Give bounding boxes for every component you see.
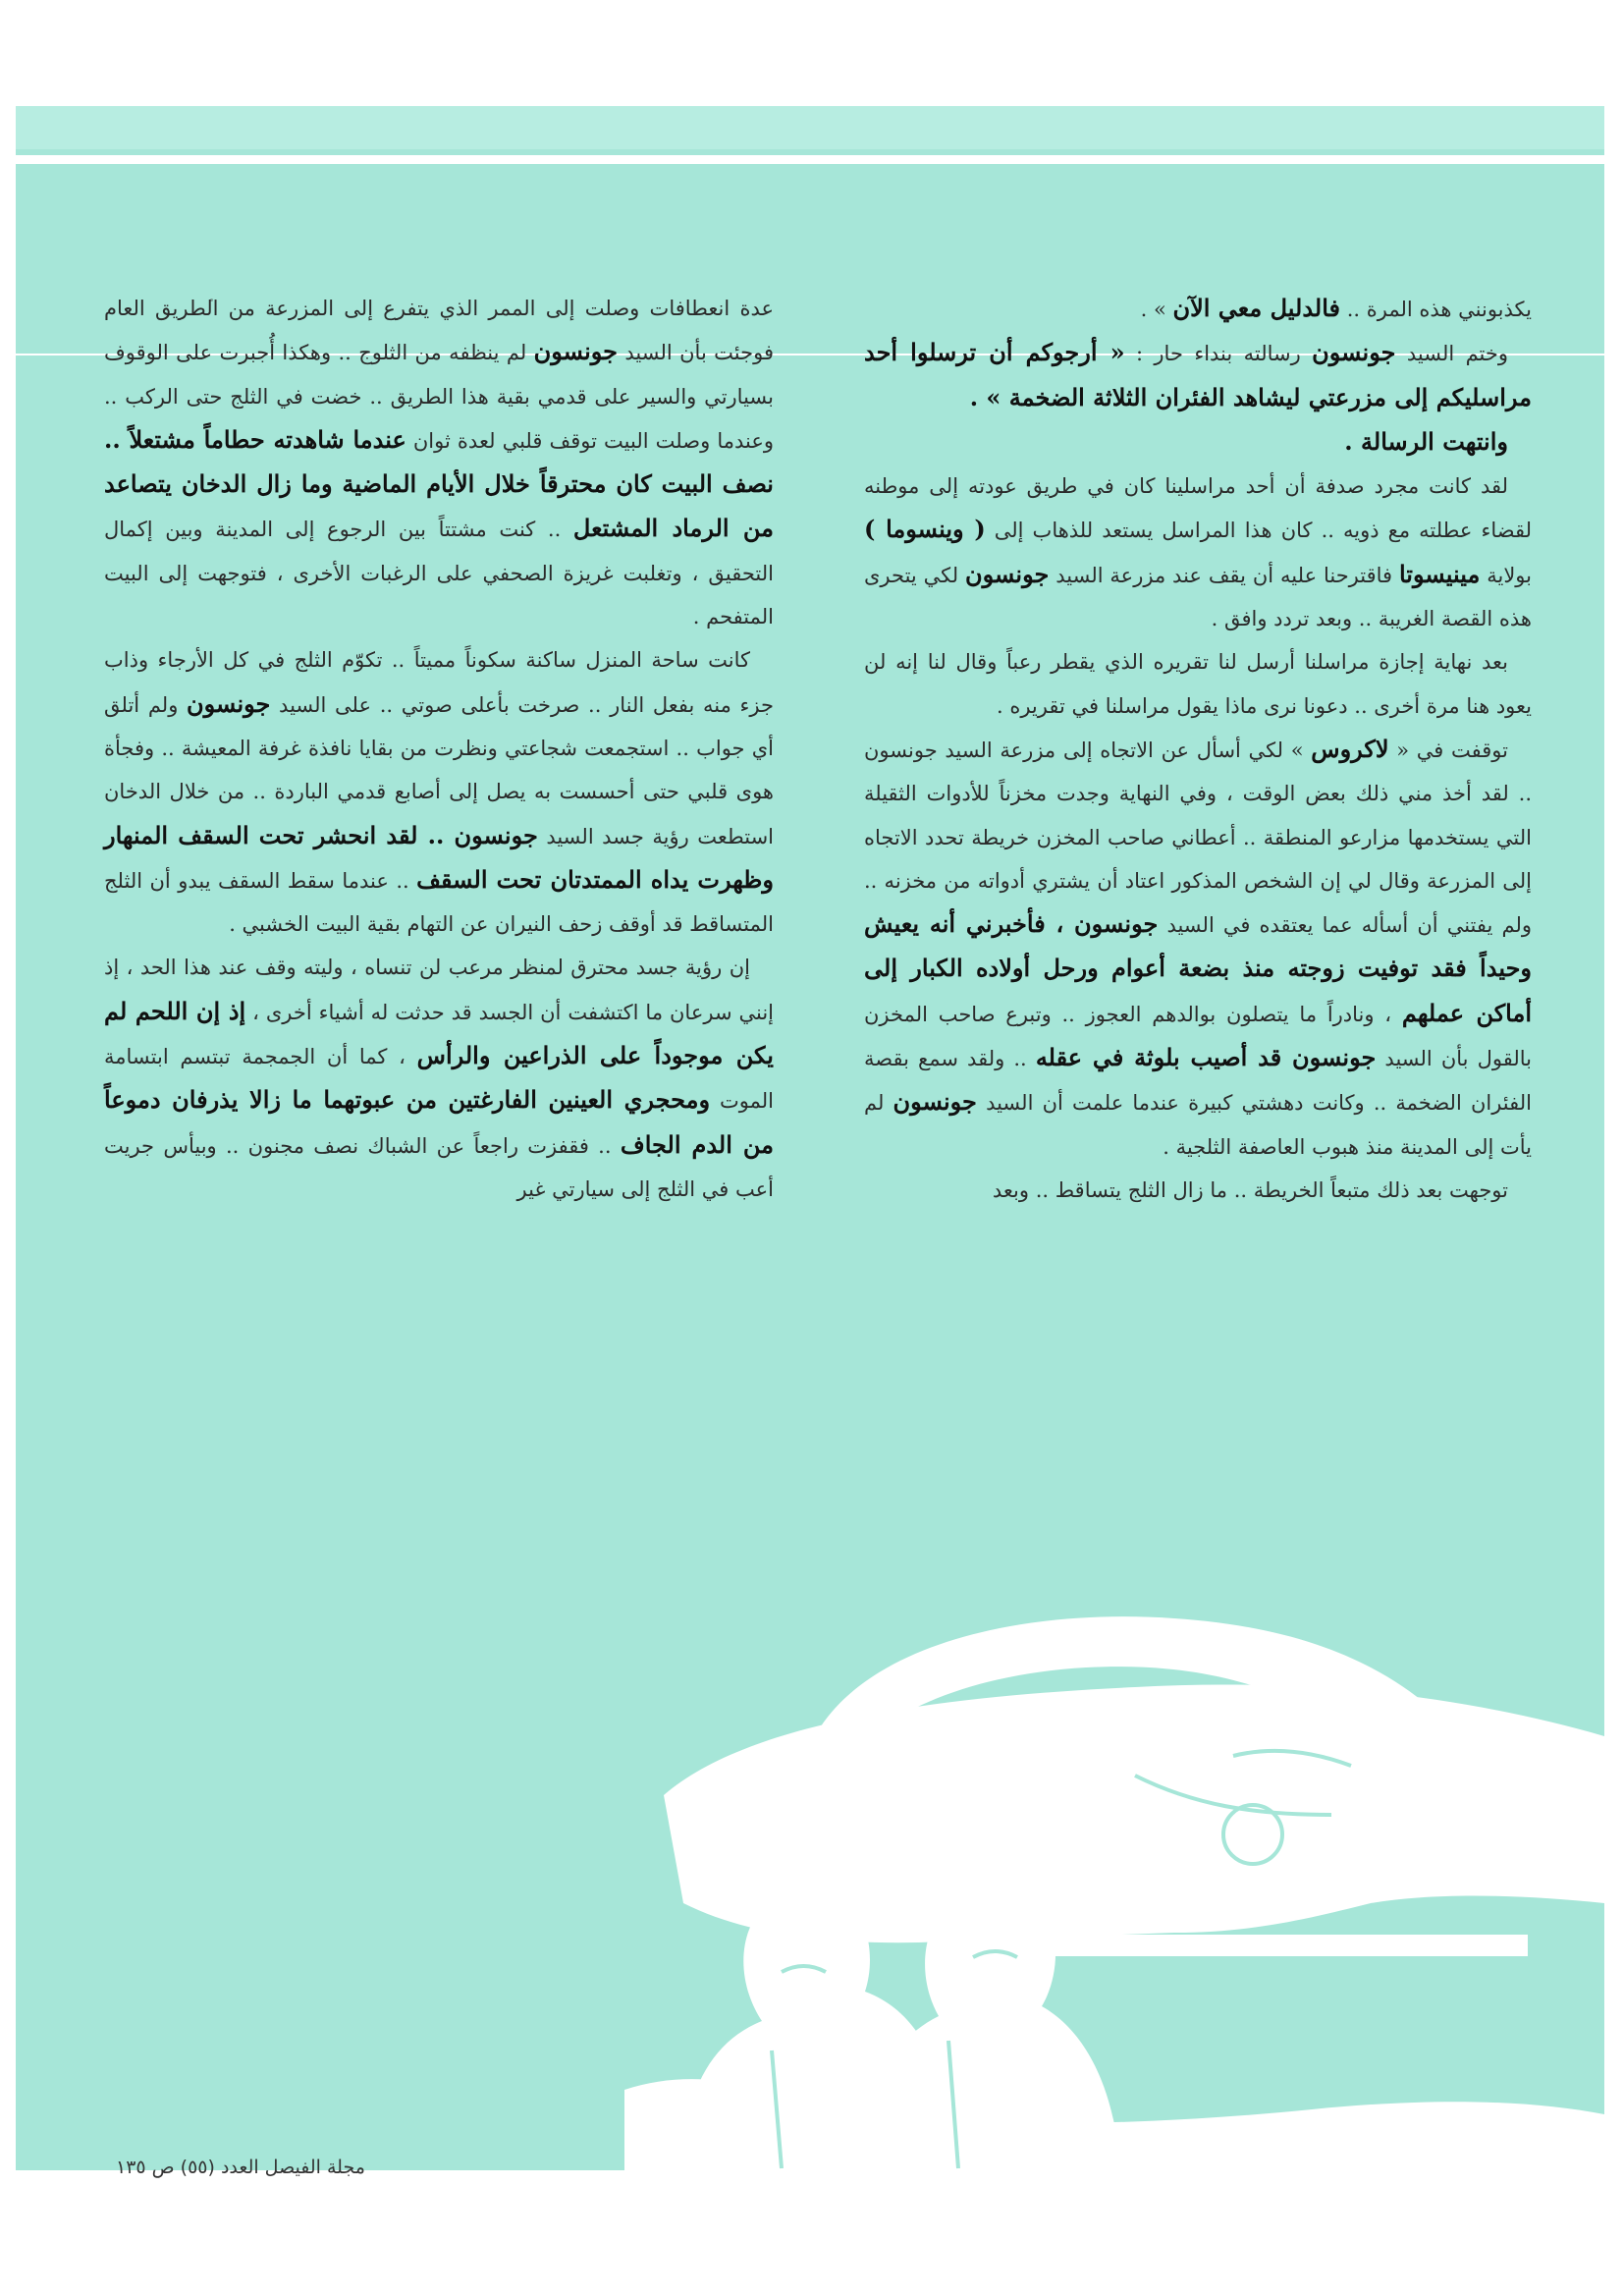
emphasis-text: عندما شاهدته حطاماً مشتعلاً .. نصف البيت كان محترقاً خلال الأيام الماضية وما زال الدخان يتصاعد من الرماد المشتعل <box>104 424 774 543</box>
body-text: .. كنت مشتتاً بين الرجوع إلى المدينة وبين إكمال التحقيق ، وتغلبت غريزة الصحفي على الرغبات الأخرى ، فتوجهت إلى البيت المتفحم . <box>104 518 774 629</box>
body-text: .. فقفزت راجعاً عن الشباك نصف مجنون .. وبيأس جريت أعب في الثلج إلى سيارتي غير <box>104 1133 774 1201</box>
article-paragraph <box>864 287 1532 331</box>
body-text: توقفت في « <box>1388 738 1508 762</box>
emphasis-text: ( وينسوما ) <box>864 515 986 544</box>
body-text: ، ونادراً ما يتصلون بوالدهم العجوز .. وتبرع صاحب المخزن بالقول بأن السيد <box>864 1002 1533 1071</box>
body-text: لقد كانت مجرد صدفة أن أحد مراسلينا كان في طريق عودته إلى موطنه لقضاء عطلته مع ذويه .. كان هذا المراسل يستعد للذهاب إلى <box>864 474 1532 543</box>
emphasis-text: مينيسوتا <box>1398 559 1481 588</box>
body-text: وختم السيد <box>1395 342 1509 366</box>
body-text: لم ينظفه من الثلوج .. وهكذا أُجبرت على الوقوف بسيارتي والسير على قدمي بقية هذا الطريق .. خضت في الثلج حتى الركب .. وعندما وصلت البيت توقف قلبي لعدة ثوان <box>104 341 774 453</box>
body-text: لم يأت إلى المدينة منذ هبوب العاصفة الثلجية . <box>864 1091 1532 1159</box>
body-text: عدة انعطافات وصلت إلى الممر الذي يتفرع إلى المزرعة من الطريق العام فوجئت بأن السيد <box>104 297 775 365</box>
emphasis-text: جونسون <box>893 1087 977 1117</box>
emphasis-text: لاكروس <box>1311 734 1389 763</box>
body-text: » . <box>1140 298 1173 321</box>
body-text: ، كما أن الجمجمة تبتسم ابتسامة الموت <box>104 1045 775 1114</box>
emphasis-text: « أرجوكم أن ترسلوا أحد مراسليكم إلى مزرعتي ليشاهد الفئران الثلاثة الضخمة » . <box>864 338 1532 411</box>
emphasis-text: جونسون ، فأخبرني أنه يعيش وحيداً فقد توفيت زوجته منذ بضعة أعوام ورحل أولاده الكبار إلى أماكن عملهم <box>864 909 1532 1027</box>
body-text: إن رؤية جسد محترق لمنظر مرعب لن تنساه ، وليته وقف عند هذا الحد ، إذ إنني سرعان ما اكتشفت أن الجسد قد حدثت له أشياء أخرى ، <box>104 956 775 1024</box>
body-text: بولاية <box>1480 563 1532 587</box>
emphasis-text: جونسون <box>533 337 618 366</box>
emphasis-text: فالدليل معي الآن <box>1172 294 1341 322</box>
body-text: ولم أتلق أي جواب .. استجمعت شجاعتي ونظرت من بقايا نافذة غرفة المعيشة .. وفجأة هوى قلبي حتى أحسست به يصل إلى أصابع قدمي الباردة .. من خلال الدخان استطعت رؤية جسد السيد <box>104 692 774 848</box>
emphasis-text: ومحجري العينين الفارغتين من عبوتهما ما زالا يذرفان دموعاً من الدم الجاف <box>104 1085 774 1159</box>
car-grille <box>978 1935 1528 1956</box>
emphasis-text: جونسون قد أصيب بلوثة في عقله <box>1035 1043 1377 1072</box>
emphasis-text: جونسون <box>187 688 271 718</box>
article-paragraph <box>864 1169 1532 1212</box>
article-paragraph <box>104 946 774 1211</box>
illustration <box>624 1579 1604 2170</box>
article-left-column <box>104 287 774 1211</box>
body-text: توجهت بعد ذلك متبعاً الخريطة .. ما زال الثلج يتساقط .. وبعد <box>992 1177 1508 1202</box>
body-text: رسالته بنداء حار : <box>1124 342 1313 366</box>
snow-ground <box>624 2079 1604 2170</box>
article-paragraph <box>864 420 1532 465</box>
article-right-column <box>864 287 1532 1212</box>
top-strip <box>16 106 1604 149</box>
article-paragraph <box>864 640 1532 728</box>
emphasis-text: جونسون <box>1312 338 1396 367</box>
body-text: فاقترحنا عليه أن يقف عند مزرعة السيد <box>1049 563 1399 587</box>
body-text: .. عندما سقط السقف يبدو أن الثلج المتساقط قد أوقف زحف النيران عن التهام بقية البيت الخشبي . <box>104 868 774 937</box>
body-text: لكي يتحرى هذه القصة الغريبة .. وبعد تردد وافق . <box>864 563 1532 631</box>
top-rule <box>16 155 1604 164</box>
emphasis-text: وانتهت الرسالة . <box>1344 426 1508 456</box>
body-text: يكذبونني هذه المرة .. <box>1340 298 1532 321</box>
emphasis-text: جونسون .. لقد انحشر تحت السقف المنهار وظهرت يداه الممتدتان تحت السقف <box>104 820 774 894</box>
body-text: » لكي أسأل عن الاتجاه إلى مزرعة السيد جونسون .. لقد أخذ مني ذلك بعض الوقت ، وفي النهاية وجدت مخزناً للأدوات الثقيلة التي يستخدمها مزارعو المنطقة .. أعطاني صاحب المخزن خريطة تحدد الاتجاه إلى المزرعة وقال لي إن الشخص المذكور اعتاد أن يشتري أدواته من مخزنه .. ولم يفتني أن أسأله عما يعتقده في السيد <box>864 738 1532 938</box>
article-paragraph <box>104 287 774 638</box>
footer-folio: مجلة الفيصل العدد (٥٥) ص ١٣٥ <box>116 2157 365 2178</box>
article-paragraph <box>864 728 1532 1169</box>
body-text: كانت ساحة المنزل ساكنة سكوناً مميتاً .. تكوّم الثلج في كل الأرجاء وذاب جزء منه بفعل النار .. صرخت بأعلى صوتي .. على السيد <box>104 648 774 717</box>
body-text: .. ولقد سمع بقصة الفئران الضخمة .. وكانت دهشتي كبيرة عندما علمت أن السيد <box>864 1047 1532 1116</box>
article-paragraph <box>104 638 774 946</box>
article-paragraph <box>864 465 1532 640</box>
article-paragraph <box>864 331 1532 420</box>
emphasis-text: جونسون <box>965 559 1050 588</box>
body-text: بعد نهاية إجازة مراسلنا أرسل لنا تقريره الذي يقطر رعباً وقال لنا إنه لن يعود هنا مرة أخرى .. دعونا نرى ماذا يقول مراسلنا في تقريره . <box>864 650 1532 718</box>
emphasis-text: إذ إن اللحم لم يكن موجوداً على الذراعين والرأس <box>104 996 774 1070</box>
